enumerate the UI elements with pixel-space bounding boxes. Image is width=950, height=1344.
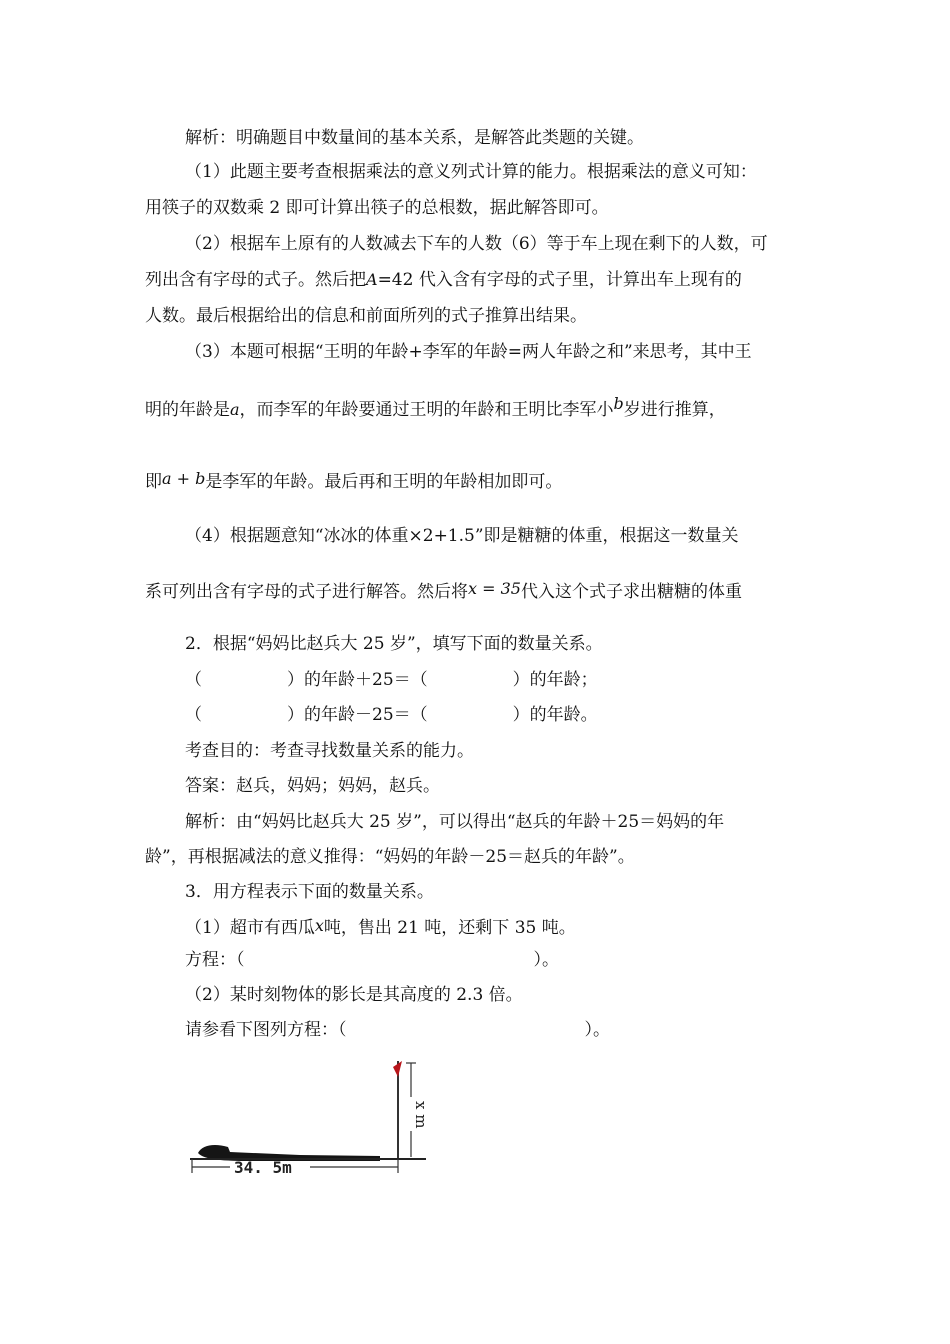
analysis-line-9: [145, 467, 562, 494]
text: 是李军的年龄。最后再和王明的年龄相加即可。: [205, 472, 563, 492]
analysis-line-1: 解析：明确题目中数量间的基本关系，是解答此类题的关键。: [185, 128, 644, 148]
question-2-blank-line-2: （ ）的年龄－25＝（ ）的年龄。: [185, 705, 598, 725]
variable-a: a: [230, 400, 240, 419]
variable-b: b: [613, 394, 624, 413]
text: 即: [145, 472, 162, 492]
analysis-line-10: （4）根据题意知“冰冰的体重×2+1.5”即是糖糖的体重，根据这一数量关: [185, 526, 739, 546]
equation-blank-2: 请参看下图列方程：（ ）。: [185, 1020, 610, 1040]
height-label: x m: [412, 1101, 430, 1129]
text: 列出含有字母的式子。然后把: [145, 270, 366, 290]
text: ，而李军的年龄要通过王明的年龄和王明比李军小: [239, 400, 614, 420]
question-2-answer: 答案：赵兵，妈妈；妈妈，赵兵。: [185, 776, 440, 796]
analysis-line-4: （2）根据车上原有的人数减去下车的人数（6）等于车上现在剩下的人数，可: [185, 234, 768, 254]
analysis-line-6: 人数。最后根据给出的信息和前面所列的式子推算出结果。: [145, 306, 587, 326]
analysis-line-8: [145, 392, 726, 422]
question-2-purpose: 考查目的：考查寻找数量关系的能力。: [185, 741, 474, 761]
text: 吨，售出 21 吨，还剩下 35 吨。: [323, 918, 576, 938]
analysis-line-3: 用筷子的双数乘 2 即可计算出筷子的总根数，据此解答即可。: [145, 198, 609, 218]
analysis-line-2: （1）此题主要考查根据乘法的意义列式计算的能力。根据乘法的意义可知：: [185, 162, 757, 182]
text: 代入这个式子求出糖糖的体重: [520, 582, 742, 602]
variable-expression: a + b: [162, 469, 206, 488]
question-3-part-2: （2）某时刻物体的影长是其高度的 2.3 倍。: [185, 985, 523, 1005]
text: 明的年龄是: [145, 400, 230, 420]
text: （1）超市有西瓜: [185, 918, 315, 938]
analysis-line-7: （3）本题可根据“王明的年龄+李军的年龄=两人年龄之和”来思考，其中王: [185, 342, 752, 362]
question-3-part-1: [185, 914, 576, 940]
variable-x: x: [314, 916, 324, 935]
shadow-diagram: [190, 1055, 430, 1185]
question-2-title: 2．根据“妈妈比赵兵大 25 岁”，填写下面的数量关系。: [185, 634, 603, 654]
analysis-line-5: [145, 268, 742, 292]
analysis-line-11: [145, 577, 742, 604]
text: 系可列出含有字母的式子进行解答。然后将: [145, 582, 468, 602]
shadow-label: 34. 5m: [234, 1158, 292, 1177]
formula-x-equals-35: x = 35: [468, 579, 521, 598]
question-2-blank-line-1: （ ）的年龄＋25＝（ ）的年龄；: [185, 670, 598, 690]
formula-a-plus-b: [145, 469, 206, 492]
variable-a-upper: A: [366, 270, 378, 289]
question-3-title: 3．用方程表示下面的数量关系。: [185, 882, 434, 902]
text: =42 代入含有字母的式子里，计算出车上现有的: [377, 270, 742, 290]
question-2-analysis-2: 龄”，再根据减法的意义推得：“妈妈的年龄－25＝赵兵的年龄”。: [145, 847, 635, 867]
equation-blank-1: 方程：（ ）。: [185, 950, 559, 970]
shadow-figure: [190, 1055, 430, 1189]
text: 岁进行推算，: [623, 400, 726, 420]
question-2-analysis-1: 解析：由“妈妈比赵兵大 25 岁”，可以得出“赵兵的年龄＋25＝妈妈的年: [185, 812, 725, 832]
